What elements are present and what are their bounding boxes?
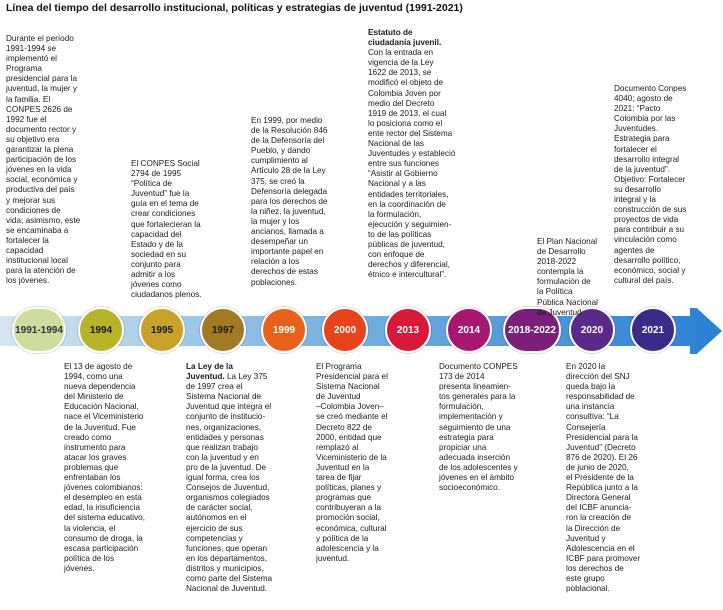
event-1999 [251,116,327,288]
year-label: 1994 [89,324,113,336]
event-body: En 2020 la dirección del SNJ queda bajo la responsabilidad de una instancia consultiva: “La Consejería Presidencial para la Juventud” (Decreto 876 de 2020). El 26 de junio de 2020, el Presidente de la República junto a la Directora General del ICBF anuncia- ron la creación de la Dirección de Juventud y Adolescencia en el ICBF para promover los derechos de este grupo poblacional. [566,362,641,594]
event-body: El CONPES Social 2794 de 1995 “Política de Juventud” fue la guía en el tema de crear condiciones que fortalecieran la capacidad del Estado y de la sociedad en su conjunto para admitir a los jóvenes como ciudadanos plenos. [131,159,202,300]
year-marker-1991-1994 [12,307,66,353]
year-label: 2020 [580,324,604,336]
event-body: El Programa Presidencial para el Sistema Nacional de Juventud –Colombia Joven– se creó mediante el Decreto 822 de 2000, entidad que remplazó al Viceministerio de la Juventud en la tarea de fijar políticas, planes y programas que contribuyeran a la promoción social, económica, cultural y política de la adolescencia y la juventud. [316,362,388,563]
event-2020 [566,362,640,594]
event-body: Durante el período 1991-1994 se implementó el Programa presidencial para la juventud, la mujer y la familia. El CONPES 2626 de 1992 fue el documento rector y su objetivo era garantizar la plena participación de los jóvenes en la vida social, económica y productiva del país y mejorar sus condiciones de vida; asimismo, este se encaminaba a fortalecer la capacidad institucional local para la atención de los jóvenes. [6,34,81,286]
event-body: Documento CONPES 173 de 2014 presenta lineamien- tos generales para la formulación, implementación y seguimiento de una estrategia para propiciar una adecuada inserción de los adolescentes y jóvenes en el ámbito socioeconómico. [439,362,518,493]
year-label: 1997 [211,324,235,336]
event-body: La Ley 375 de 1997 crea el Sistema Nacional de Juventud que integra el conjunto de institucio- nes, organizaciones, entidades y personas que realizan trabajo con la juventud y en pro de la juventud. De igual forma, crea los Consejos de Juventud, organismos colegiados de carácter social, autónomos en el ejercicio de sus competencias y funciones, que operan en los departamentos, distritos y municipios, como parte del Sistema Nacional de Juventud. [186,372,273,594]
event-1995 [131,159,202,300]
year-label: 1999 [272,324,296,336]
event-2000 [316,362,388,564]
year-label: 1995 [150,324,174,336]
event-body: Documento Conpes 4040; agosto de 2021: “Pacto Colombia por las Juventudes. Estrategia para fortalecer el desarrollo integral de la juventud”. Objetivo: Fortalecer su desarrollo integral y la construcción de sus proyectos de vida para contribuir a su vinculación como agentes de desarrollo político, económico, social y cultural del país. [614,84,687,285]
year-label: 2014 [457,324,481,336]
event-2021 [614,84,686,286]
year-marker-1999 [261,307,307,353]
event-body: El 13 de agosto de 1994, como una nueva dependencia del Ministerio de Educación Nacional, nace el Viceministerio de la Juventud. Fue creado como instrumento para atacar los graves problemas que enfrentaban los jóvenes colombianos: el desempleo en esta edad, la insuficiencia del sistema educativo, la violencia, el consumo de droga, la escasa participación política de los jóvenes. [64,362,146,573]
event-2013 [368,28,455,280]
year-marker-1994 [78,307,124,353]
year-label: 2013 [396,324,420,336]
year-label: 2000 [333,324,357,336]
year-marker-2014 [446,307,492,353]
event-1994 [64,362,145,574]
event-1991-1994 [6,34,80,286]
event-body: Con la entrada en vigencia de la Ley 1622 de 2013, se modificó el objeto de Colombia Joven por medio del Decreto 1919 de 2013, el cual lo posiciona como el ente rector del Sistema Nacional de las Juventudes y estableció entre sus funciones “Asistir al Gobierno Nacional y a las entidades territoriales, en la coordinación de la formulación, ejecución y seguimien- to de las políticas públicas de juventud, con enfoque de derechos y diferencial, étnico e intercultural”. [368,48,456,280]
page-title: Línea del tiempo del desarrollo institucional, políticas y estrategias de juventud (1991-2021) [6,2,463,14]
year-marker-1995 [139,307,185,353]
event-2018-2022 [537,237,598,318]
event-body: En 1999, por medio de la Resolución 846 de la Defensoría del Pueblo, y dando cumplimiento al Artículo 28 de la Ley 375, se creó la Defensoría delegada para los derechos de la niñez, la juventud, la mujer y los ancianos, llamada a desempeñar un importante papel en relación a los derechos de estas poblaciones. [251,116,328,287]
event-heading: Estatuto de ciudadanía juvenil. [368,28,442,48]
year-marker-1997 [200,307,246,353]
event-1997 [186,362,272,594]
year-marker-2021 [630,307,676,353]
year-marker-2013 [385,307,431,353]
year-marker-2000 [322,307,368,353]
event-body: El Plan Nacional de Desarrollo 2018-2022 contempla la formulación de la Política Pública Nacional de Juventud. [537,237,598,317]
event-2014 [439,362,518,493]
year-label: 2021 [641,324,665,336]
event-heading: La Ley de la Juventud. [186,362,233,382]
year-label: 2018-2022 [508,324,556,336]
year-label: 1991-1994 [15,324,63,336]
